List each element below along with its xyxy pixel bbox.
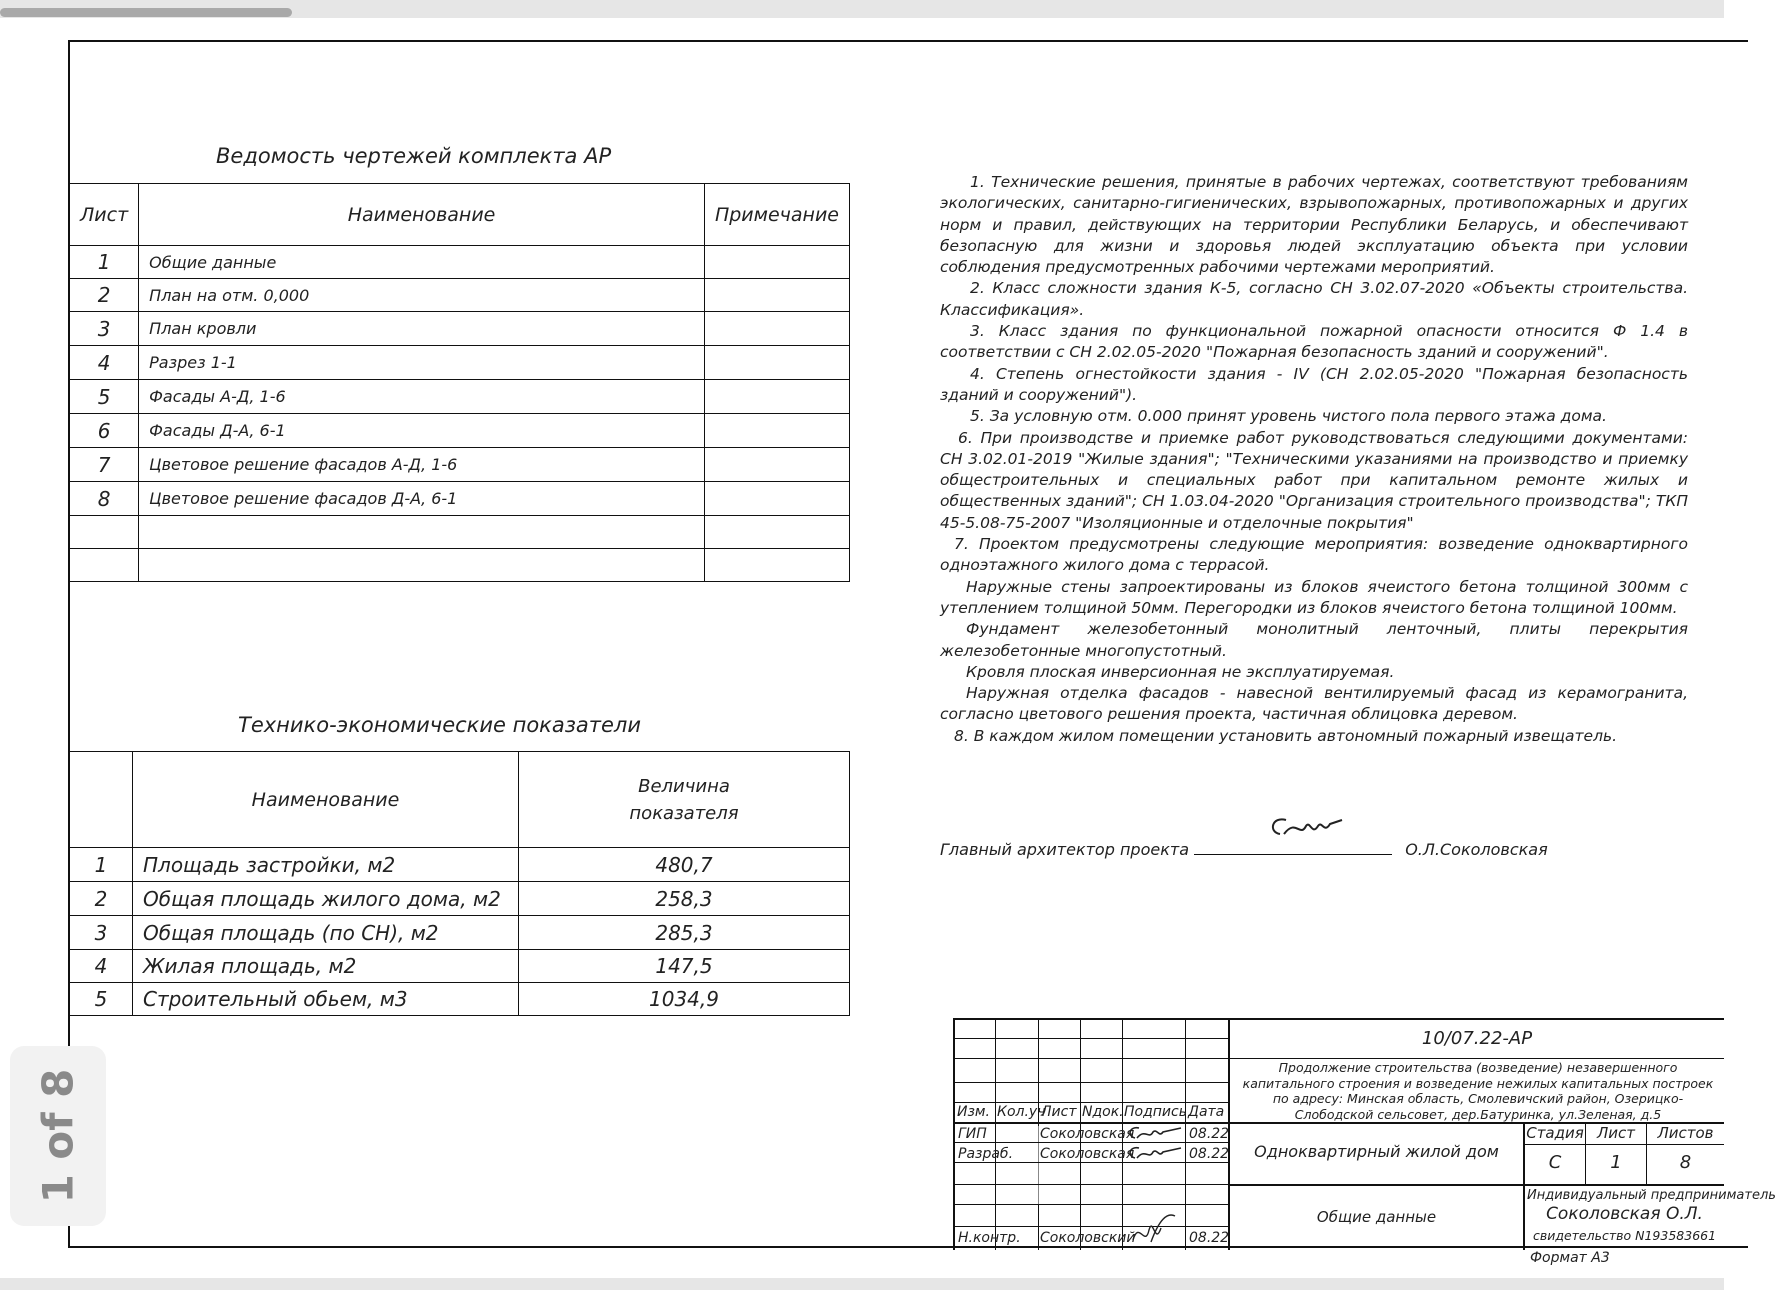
row-note [704, 279, 849, 312]
row-name: Фасады А-Д, 1-6 [139, 380, 705, 414]
row-value: 285,3 [519, 916, 850, 950]
table-row [70, 346, 850, 380]
note-4: 4. Степень огнестойкости здания - IV (СН 2.02.05-2020 "Пожарная безопасность зданий и сооружений"). [940, 364, 1688, 404]
tep-header-value-line2: показателя [629, 802, 739, 824]
tb-header-kol: Кол.уч [997, 1104, 1046, 1120]
row-note [704, 448, 849, 482]
row-number: 3 [70, 916, 133, 950]
bottom-scrollbar[interactable] [0, 1278, 1724, 1290]
tb-sheet-value: 1 [1610, 1152, 1622, 1173]
tep-header-value [519, 752, 850, 848]
table-row [70, 279, 850, 312]
table-row-empty [70, 549, 850, 582]
table-row [70, 380, 850, 414]
tep-title: Технико-экономические показатели [238, 713, 641, 737]
row-name: Фасады Д-А, 6-1 [139, 414, 705, 448]
drawings-header-name: Наименование [139, 184, 705, 246]
chief-architect-role: Главный архитектор проекта [940, 840, 1189, 859]
tep-header-name: Наименование [133, 752, 519, 848]
tb-org-line1: Индивидуальный предприниматель [1527, 1188, 1776, 1203]
row-number: 5 [70, 983, 133, 1016]
tb-header-ndok: Nдок. [1082, 1104, 1124, 1120]
tb-document-code: 10/07.22-АР [1421, 1028, 1533, 1049]
tb-header-data: Дата [1188, 1104, 1225, 1120]
note-7: 7. Проектом предусмотрены следующие мероприятия: возведение одноквартирного одноэтажного жилого дома с террасой. [940, 535, 1688, 575]
note-5: 5. За условную отм. 0.000 принят уровень чистого пола первого этажа дома. [970, 407, 1607, 426]
tb-sheets-value: 8 [1679, 1152, 1692, 1173]
row-name: Строительный обьем, м3 [133, 983, 519, 1016]
top-scrollbar-thumb[interactable] [0, 8, 292, 17]
chief-architect-line [940, 840, 1548, 859]
row-number: 3 [70, 312, 139, 346]
row-number: 1 [70, 246, 139, 279]
note-7-foundation: Фундамент железобетонный монолитный ленточный, плиты перекрытия железобетонные многопустотный. [940, 620, 1688, 660]
row-number: 1 [70, 848, 133, 882]
tb-row-role: ГИП [958, 1126, 987, 1142]
tb-sheet-name: Общие данные [1316, 1208, 1437, 1226]
table-row [70, 414, 850, 448]
tb-row-date: 08.22 [1189, 1146, 1230, 1162]
tb-signature-scribble-nkontr [1125, 1210, 1183, 1250]
row-number: 8 [70, 482, 139, 516]
row-note [704, 482, 849, 516]
table-row [70, 246, 850, 279]
row-note [704, 414, 849, 448]
tb-row-role: Разраб. [958, 1146, 1014, 1162]
row-note [704, 346, 849, 380]
signature-scribble [1266, 812, 1346, 848]
tb-row-person: Соколовская [1040, 1146, 1135, 1162]
note-7-roof: Кровля плоская инверсионная не эксплуатируемая. [966, 662, 1395, 681]
signature-underline [1194, 840, 1392, 855]
tb-org-line3: свидетельство N193583661 [1532, 1228, 1717, 1243]
note-8: 8. В каждом жилом помещении установить автономный пожарный извещатель. [954, 726, 1618, 745]
page-indicator-label: 1 of 8 [33, 1068, 83, 1204]
tb-org-line2: Соколовская О.Л. [1546, 1204, 1703, 1224]
tb-header-podpis: Подпись [1124, 1104, 1187, 1120]
row-name: Общие данные [139, 246, 705, 279]
title-block [953, 1018, 1776, 1250]
row-number: 7 [70, 448, 139, 482]
drawings-table [69, 183, 850, 582]
note-6: 6. При производстве и приемке работ руководствоваться следующими документами: СН 3.02.01-2019 "Жилые здания"; "Техническими указаниями на производство и приемку общестроительных и специальных работ при капитальном ремонте жилых и общественных зданий"; СН 1.03.04-2020 "Организация строительного производства"; ТКП 45-5.08-75-2007 "Изоляционные и отделочные покрытия" [940, 428, 1688, 532]
table-row [70, 916, 850, 950]
row-value: 1034,9 [519, 983, 850, 1016]
row-name: Цветовое решение фасадов А-Д, 1-6 [139, 448, 705, 482]
table-row [70, 448, 850, 482]
row-value: 147,5 [519, 950, 850, 983]
note-2: 2. Класс сложности здания К-5, согласно СН 3.02.07-2020 «Объекты строительства. Классификация». [940, 279, 1688, 319]
drawings-title: Ведомость чертежей комплекта АР [216, 144, 612, 168]
row-number: 5 [70, 380, 139, 414]
table-row [70, 983, 850, 1016]
tb-header-list: Лист [1041, 1104, 1077, 1120]
tb-stage-label: Стадия [1526, 1124, 1584, 1142]
tb-signature-scribbles [1125, 1124, 1183, 1162]
note-3: 3. Класс здания по функциональной пожарной опасности относится Ф 1.4 в соответствии с СН 2.02.05-2020 "Пожарная безопасность зданий и сооружений". [940, 322, 1688, 362]
row-value: 480,7 [519, 848, 850, 882]
row-name: План кровли [139, 312, 705, 346]
table-row [70, 882, 850, 916]
drawings-header-sheet: Лист [70, 184, 139, 246]
note-7-walls: Наружные стены запроектированы из блоков ячеистого бетона толщиной 300мм с утеплением толщиной 50мм. Перегородки из блоков ячеистого бетона толщиной 100мм. [940, 577, 1688, 617]
row-name: Площадь застройки, м2 [133, 848, 519, 882]
tb-sheet-label: Лист [1596, 1124, 1635, 1142]
tb-row-role: Н.контр. [958, 1230, 1021, 1246]
note-1: 1. Технические решения, принятые в рабочих чертежах, соответствуют требованиям экологических, санитарно-гигиенических, взрывопожарных, противопожарных и других норм и правил, действующих на территории Республики Беларусь, и обеспечивают безопасную для жизни и здоровья людей эксплуатацию объекта при условии соблюдения предусмотренных рабочими чертежами мероприятий. [940, 173, 1688, 277]
row-name: Разрез 1-1 [139, 346, 705, 380]
tb-stage-value: С [1548, 1152, 1562, 1173]
row-name: Общая площадь жилого дома, м2 [133, 882, 519, 916]
sheet-format: Формат А3 [1530, 1250, 1610, 1266]
row-number: 2 [70, 882, 133, 916]
row-name: План на отм. 0,000 [139, 279, 705, 312]
row-number: 4 [70, 346, 139, 380]
row-name: Жилая площадь, м2 [133, 950, 519, 983]
row-name: Цветовое решение фасадов Д-А, 6-1 [139, 482, 705, 516]
tep-header-value-line1: Величина [638, 775, 730, 797]
tep-table [69, 751, 850, 1016]
row-value: 258,3 [519, 882, 850, 916]
table-row-empty [70, 516, 850, 549]
note-7-facade: Наружная отделка фасадов - навесной вентилируемый фасад из керамогранита, согласно цветового решения проекта, частичная облицовка деревом. [940, 684, 1688, 724]
row-note [704, 246, 849, 279]
tb-building-name: Одноквартирный жилой дом [1254, 1142, 1499, 1161]
tb-row-date: 08.22 [1189, 1230, 1230, 1246]
tb-header-izm: Изм. [957, 1104, 990, 1120]
row-number: 4 [70, 950, 133, 983]
row-note [704, 312, 849, 346]
tb-object-description: Продолжение строительства (возведение) незавершенного капитального строения и возведение нежилых капитальных построек по адресу: Минская область, Смолевичский район, Озерицко-Слободской сельсовет, дер.Батуринка, ул.Зеленая, д.5 [1242, 1060, 1714, 1122]
drawings-header-note: Примечание [704, 184, 849, 246]
row-name: Общая площадь (по СН), м2 [133, 916, 519, 950]
table-row [70, 848, 850, 882]
tb-row-date: 08.22 [1189, 1126, 1230, 1142]
tb-sheets-label: Листов [1657, 1124, 1714, 1142]
table-row [70, 950, 850, 983]
tb-row-person: Соколовский [1040, 1230, 1136, 1246]
chief-architect-name: О.Л.Соколовская [1405, 840, 1548, 859]
table-row [70, 482, 850, 516]
row-number: 2 [70, 279, 139, 312]
row-number: 6 [70, 414, 139, 448]
page-indicator [10, 1046, 106, 1226]
tb-row-person: Соколовская [1040, 1126, 1135, 1142]
row-note [704, 380, 849, 414]
general-notes [940, 172, 1688, 747]
table-row [70, 312, 850, 346]
